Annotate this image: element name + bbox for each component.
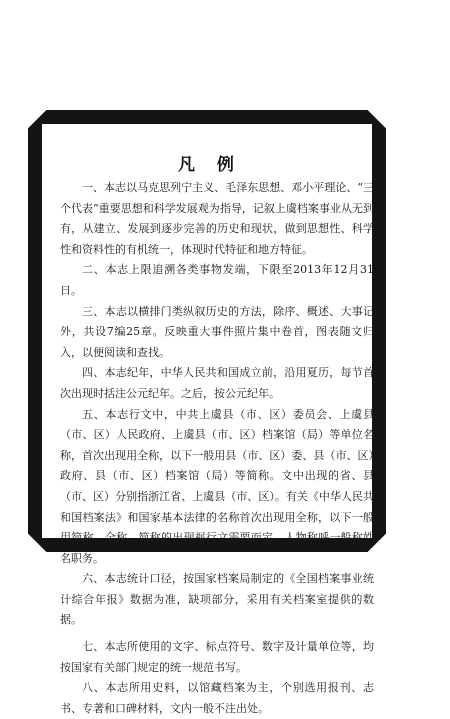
border-left: [28, 110, 42, 552]
note-item-7: 七、本志所使用的文字、标点符号、数字及计量单位等，均按国家有关部门规定的统一规范书写。: [60, 640, 374, 674]
note-item-5: 五、本志行文中，中共上虞县（市、区）委员会、上虞县（市、区）人民政府、上虞县（市、区）档案馆（局）等单位名称，首次出现用全称，以下一般用县（市、区）委、县（市、区）政府、县（市、区）档案馆（局）等简称。文中出现的省、县（市、区）分别指浙江省、上虞县（市、区）。有关《中华人民共和国档案法》和国家基本法律的名称首次出现用全称，以下一般用简称。全称、简称的出现视行文需要而定。人物称呼一般称姓名职务。: [60, 407, 374, 565]
note-item-2: 二、本志上限追溯各类事物发端，下限至2013年12月31日。: [60, 263, 374, 297]
border-top: [28, 110, 386, 124]
note-item-4: 四、本志纪年，中华人民共和国成立前，沿用夏历，每节首次出现时括注公元纪年。之后，按公元纪年。: [60, 366, 374, 400]
note-item-8: 八、本志所用史料，以馆藏档案为主，个别选用报刊、志书、专著和口碑材料，文内一般不注出处。: [60, 681, 374, 715]
note-item-1: 一、本志以马克思列宁主义、毛泽东思想、邓小平理论、“三个代表”重要思想和科学发展观为指导，记叙上虞档案事业从无到有，从建立、发展到逐步完善的历史和现状，做到思想性、科学性和资料性的有机统一，体现时代特征和地方特征。: [60, 181, 374, 256]
page-title: 凡 例: [178, 155, 242, 175]
border-right: [372, 110, 386, 552]
note-item-6: 六、本志统计口径，按国家档案局制定的《全国档案事业统计综合年报》数据为准，缺项部分，采用有关档案室提供的数据。: [60, 572, 374, 627]
note-item-3: 三、本志以横排门类纵叙历史的方法，除序、概述、大事记外，共设7编25章。反映重大事件照片集中卷首，图表随文归入，以便阅读和查找。: [60, 304, 374, 359]
notes-body: [60, 178, 374, 719]
